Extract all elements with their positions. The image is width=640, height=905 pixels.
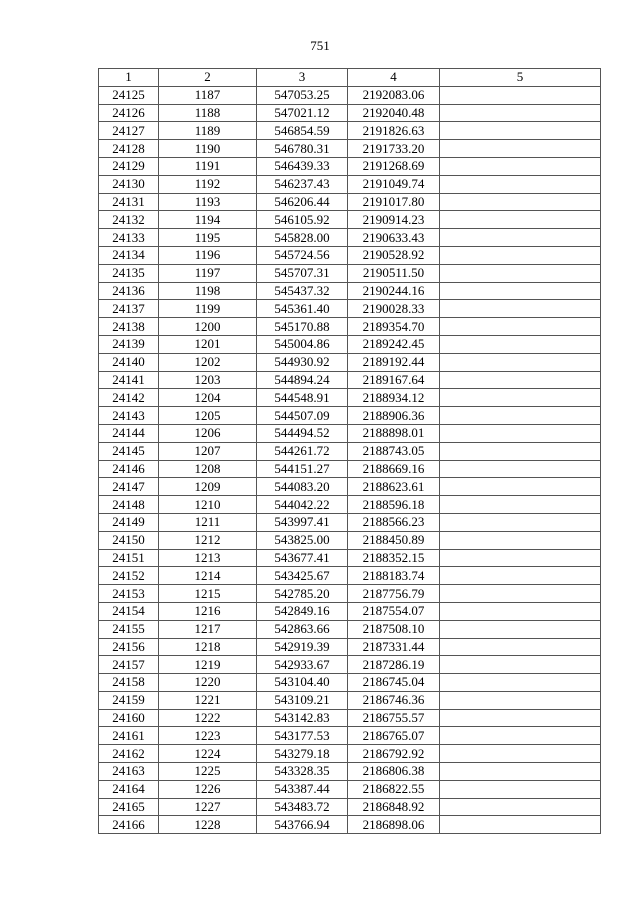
table-cell-col-5 xyxy=(440,798,601,816)
table-cell-col-1: 24164 xyxy=(99,780,159,798)
table-cell-col-4: 2188743.05 xyxy=(348,442,440,460)
table-cell-col-2: 1220 xyxy=(159,674,257,692)
table-cell-col-3: 544507.09 xyxy=(257,407,348,425)
table-row xyxy=(99,318,601,336)
table-cell-col-1: 24155 xyxy=(99,620,159,638)
table-cell-col-4: 2189167.64 xyxy=(348,371,440,389)
table-row xyxy=(99,496,601,514)
table-cell-col-2: 1224 xyxy=(159,745,257,763)
table-cell-col-3: 543104.40 xyxy=(257,674,348,692)
table-row xyxy=(99,549,601,567)
table-cell-col-2: 1202 xyxy=(159,353,257,371)
table-row xyxy=(99,513,601,531)
table-cell-col-1: 24146 xyxy=(99,460,159,478)
table-cell-col-4: 2186755.57 xyxy=(348,709,440,727)
table-cell-col-5 xyxy=(440,318,601,336)
table-row xyxy=(99,478,601,496)
table-row xyxy=(99,175,601,193)
table-header-row xyxy=(99,69,601,87)
table-row xyxy=(99,389,601,407)
table-cell-col-3: 546206.44 xyxy=(257,193,348,211)
table-cell-col-2: 1213 xyxy=(159,549,257,567)
table-cell-col-5 xyxy=(440,264,601,282)
table-cell-col-1: 24142 xyxy=(99,389,159,407)
table-row xyxy=(99,656,601,674)
table-cell-col-5 xyxy=(440,513,601,531)
table-row xyxy=(99,424,601,442)
table-row xyxy=(99,585,601,603)
table-cell-col-2: 1205 xyxy=(159,407,257,425)
table-cell-col-2: 1216 xyxy=(159,602,257,620)
table-cell-col-5 xyxy=(440,478,601,496)
table-cell-col-4: 2189192.44 xyxy=(348,353,440,371)
table-cell-col-1: 24160 xyxy=(99,709,159,727)
table-row xyxy=(99,780,601,798)
table-cell-col-3: 547021.12 xyxy=(257,104,348,122)
table-cell-col-1: 24125 xyxy=(99,86,159,104)
table-cell-col-3: 542919.39 xyxy=(257,638,348,656)
table-cell-col-4: 2187508.10 xyxy=(348,620,440,638)
column-header-2: 2 xyxy=(159,69,257,87)
table-row xyxy=(99,763,601,781)
table-cell-col-1: 24152 xyxy=(99,567,159,585)
table-cell-col-3: 545361.40 xyxy=(257,300,348,318)
table-row xyxy=(99,246,601,264)
table-cell-col-1: 24165 xyxy=(99,798,159,816)
column-header-4: 4 xyxy=(348,69,440,87)
table-cell-col-1: 24147 xyxy=(99,478,159,496)
table-cell-col-2: 1190 xyxy=(159,140,257,158)
table-row xyxy=(99,335,601,353)
table-cell-col-2: 1199 xyxy=(159,300,257,318)
table-cell-col-1: 24166 xyxy=(99,816,159,834)
table-cell-col-2: 1225 xyxy=(159,763,257,781)
table-row xyxy=(99,122,601,140)
table-body xyxy=(99,86,601,833)
table-cell-col-4: 2190511.50 xyxy=(348,264,440,282)
column-header-3: 3 xyxy=(257,69,348,87)
table-row xyxy=(99,407,601,425)
table-cell-col-3: 542933.67 xyxy=(257,656,348,674)
table-cell-col-1: 24128 xyxy=(99,140,159,158)
table-cell-col-4: 2191826.63 xyxy=(348,122,440,140)
table-cell-col-4: 2186745.04 xyxy=(348,674,440,692)
table-cell-col-2: 1209 xyxy=(159,478,257,496)
table-row xyxy=(99,567,601,585)
table-cell-col-2: 1221 xyxy=(159,691,257,709)
table-row xyxy=(99,602,601,620)
table-cell-col-5 xyxy=(440,122,601,140)
table-cell-col-5 xyxy=(440,745,601,763)
table-cell-col-2: 1228 xyxy=(159,816,257,834)
table-cell-col-3: 546237.43 xyxy=(257,175,348,193)
table-cell-col-2: 1217 xyxy=(159,620,257,638)
table-cell-col-3: 545724.56 xyxy=(257,246,348,264)
table-cell-col-4: 2186806.38 xyxy=(348,763,440,781)
table-cell-col-3: 547053.25 xyxy=(257,86,348,104)
table-cell-col-5 xyxy=(440,86,601,104)
table-cell-col-1: 24139 xyxy=(99,335,159,353)
table-cell-col-2: 1208 xyxy=(159,460,257,478)
table-cell-col-5 xyxy=(440,442,601,460)
table-cell-col-1: 24161 xyxy=(99,727,159,745)
table-cell-col-4: 2186792.92 xyxy=(348,745,440,763)
table-row xyxy=(99,300,601,318)
table-row xyxy=(99,442,601,460)
table-cell-col-3: 542785.20 xyxy=(257,585,348,603)
table-row xyxy=(99,620,601,638)
table-cell-col-1: 24130 xyxy=(99,175,159,193)
table-cell-col-4: 2192040.48 xyxy=(348,104,440,122)
table-cell-col-5 xyxy=(440,175,601,193)
table-cell-col-5 xyxy=(440,496,601,514)
table-row xyxy=(99,193,601,211)
table-cell-col-2: 1219 xyxy=(159,656,257,674)
table-row xyxy=(99,211,601,229)
table-cell-col-1: 24131 xyxy=(99,193,159,211)
table-cell-col-3: 546439.33 xyxy=(257,157,348,175)
table-cell-col-5 xyxy=(440,585,601,603)
table-cell-col-2: 1222 xyxy=(159,709,257,727)
table-cell-col-2: 1189 xyxy=(159,122,257,140)
table-row xyxy=(99,264,601,282)
table-row xyxy=(99,691,601,709)
table-cell-col-2: 1212 xyxy=(159,531,257,549)
table-cell-col-2: 1210 xyxy=(159,496,257,514)
table-cell-col-5 xyxy=(440,229,601,247)
table-cell-col-3: 543109.21 xyxy=(257,691,348,709)
table-cell-col-5 xyxy=(440,193,601,211)
table-cell-col-4: 2186898.06 xyxy=(348,816,440,834)
table-cell-col-4: 2191733.20 xyxy=(348,140,440,158)
table-cell-col-5 xyxy=(440,638,601,656)
table-cell-col-4: 2186765.07 xyxy=(348,727,440,745)
table-cell-col-5 xyxy=(440,424,601,442)
table-cell-col-2: 1194 xyxy=(159,211,257,229)
table-cell-col-3: 543279.18 xyxy=(257,745,348,763)
table-cell-col-2: 1223 xyxy=(159,727,257,745)
table-cell-col-1: 24145 xyxy=(99,442,159,460)
table-cell-col-5 xyxy=(440,531,601,549)
table-cell-col-2: 1187 xyxy=(159,86,257,104)
table-cell-col-4: 2188450.89 xyxy=(348,531,440,549)
table-cell-col-2: 1227 xyxy=(159,798,257,816)
table-cell-col-3: 545828.00 xyxy=(257,229,348,247)
table-cell-col-1: 24137 xyxy=(99,300,159,318)
table-cell-col-3: 545004.86 xyxy=(257,335,348,353)
table-cell-col-5 xyxy=(440,709,601,727)
table-cell-col-4: 2190528.92 xyxy=(348,246,440,264)
table-cell-col-4: 2191268.69 xyxy=(348,157,440,175)
table-cell-col-2: 1215 xyxy=(159,585,257,603)
table-cell-col-2: 1214 xyxy=(159,567,257,585)
table-cell-col-2: 1203 xyxy=(159,371,257,389)
column-header-1: 1 xyxy=(99,69,159,87)
table-cell-col-4: 2187756.79 xyxy=(348,585,440,603)
table-row xyxy=(99,638,601,656)
table-cell-col-3: 543483.72 xyxy=(257,798,348,816)
table-cell-col-1: 24151 xyxy=(99,549,159,567)
table-cell-col-2: 1192 xyxy=(159,175,257,193)
table-cell-col-1: 24141 xyxy=(99,371,159,389)
table-cell-col-1: 24158 xyxy=(99,674,159,692)
table-cell-col-5 xyxy=(440,300,601,318)
table-cell-col-1: 24148 xyxy=(99,496,159,514)
table-cell-col-4: 2186746.36 xyxy=(348,691,440,709)
table-cell-col-3: 544151.27 xyxy=(257,460,348,478)
table-cell-col-3: 545707.31 xyxy=(257,264,348,282)
table-row xyxy=(99,709,601,727)
table-cell-col-5 xyxy=(440,674,601,692)
table-cell-col-5 xyxy=(440,407,601,425)
table-row xyxy=(99,229,601,247)
table-cell-col-2: 1211 xyxy=(159,513,257,531)
table-row xyxy=(99,353,601,371)
table-row xyxy=(99,460,601,478)
table-cell-col-4: 2188669.16 xyxy=(348,460,440,478)
table-cell-col-5 xyxy=(440,104,601,122)
table-cell-col-4: 2188934.12 xyxy=(348,389,440,407)
table-row xyxy=(99,816,601,834)
table-cell-col-3: 543997.41 xyxy=(257,513,348,531)
table-cell-col-5 xyxy=(440,656,601,674)
table-cell-col-1: 24162 xyxy=(99,745,159,763)
table-cell-col-3: 546854.59 xyxy=(257,122,348,140)
table-cell-col-2: 1195 xyxy=(159,229,257,247)
table-cell-col-1: 24135 xyxy=(99,264,159,282)
table-cell-col-5 xyxy=(440,780,601,798)
table-cell-col-4: 2190633.43 xyxy=(348,229,440,247)
table-cell-col-5 xyxy=(440,567,601,585)
table-cell-col-1: 24126 xyxy=(99,104,159,122)
table-row xyxy=(99,745,601,763)
table-cell-col-4: 2188352.15 xyxy=(348,549,440,567)
table-cell-col-3: 546780.31 xyxy=(257,140,348,158)
table-cell-col-1: 24156 xyxy=(99,638,159,656)
table-cell-col-2: 1207 xyxy=(159,442,257,460)
table-cell-col-1: 24144 xyxy=(99,424,159,442)
table-cell-col-5 xyxy=(440,816,601,834)
page-number: 751 xyxy=(310,38,330,53)
table-cell-col-3: 543825.00 xyxy=(257,531,348,549)
table-cell-col-2: 1191 xyxy=(159,157,257,175)
table-cell-col-4: 2188183.74 xyxy=(348,567,440,585)
table-cell-col-5 xyxy=(440,549,601,567)
table-row xyxy=(99,371,601,389)
table-cell-col-1: 24127 xyxy=(99,122,159,140)
table-cell-col-1: 24150 xyxy=(99,531,159,549)
table-cell-col-5 xyxy=(440,140,601,158)
table-cell-col-4: 2192083.06 xyxy=(348,86,440,104)
table-cell-col-1: 24149 xyxy=(99,513,159,531)
table-cell-col-4: 2187331.44 xyxy=(348,638,440,656)
column-header-5: 5 xyxy=(440,69,601,87)
table-cell-col-5 xyxy=(440,157,601,175)
table-cell-col-3: 545437.32 xyxy=(257,282,348,300)
table-cell-col-4: 2188566.23 xyxy=(348,513,440,531)
table-cell-col-2: 1196 xyxy=(159,246,257,264)
table-cell-col-3: 543425.67 xyxy=(257,567,348,585)
table-row xyxy=(99,531,601,549)
table-cell-col-3: 543328.35 xyxy=(257,763,348,781)
table-cell-col-1: 24159 xyxy=(99,691,159,709)
table-cell-col-3: 544894.24 xyxy=(257,371,348,389)
table-cell-col-5 xyxy=(440,620,601,638)
table-cell-col-5 xyxy=(440,389,601,407)
table-cell-col-1: 24154 xyxy=(99,602,159,620)
table-cell-col-2: 1197 xyxy=(159,264,257,282)
table-cell-col-3: 543766.94 xyxy=(257,816,348,834)
table-cell-col-3: 544548.91 xyxy=(257,389,348,407)
table-row xyxy=(99,104,601,122)
table-cell-col-3: 546105.92 xyxy=(257,211,348,229)
table-cell-col-4: 2187554.07 xyxy=(348,602,440,620)
table-cell-col-3: 544494.52 xyxy=(257,424,348,442)
table-cell-col-5 xyxy=(440,211,601,229)
table-cell-col-1: 24143 xyxy=(99,407,159,425)
table-cell-col-5 xyxy=(440,353,601,371)
table-cell-col-3: 544083.20 xyxy=(257,478,348,496)
table-cell-col-2: 1206 xyxy=(159,424,257,442)
table-cell-col-3: 543142.83 xyxy=(257,709,348,727)
table-cell-col-1: 24132 xyxy=(99,211,159,229)
table-cell-col-5 xyxy=(440,460,601,478)
table-cell-col-1: 24133 xyxy=(99,229,159,247)
table-cell-col-5 xyxy=(440,763,601,781)
table-cell-col-2: 1201 xyxy=(159,335,257,353)
table-cell-col-5 xyxy=(440,691,601,709)
table-cell-col-4: 2188623.61 xyxy=(348,478,440,496)
table-row xyxy=(99,282,601,300)
table-cell-col-2: 1193 xyxy=(159,193,257,211)
table-cell-col-4: 2188898.01 xyxy=(348,424,440,442)
table-cell-col-4: 2188596.18 xyxy=(348,496,440,514)
table-cell-col-5 xyxy=(440,602,601,620)
table-cell-col-4: 2188906.36 xyxy=(348,407,440,425)
table-cell-col-3: 545170.88 xyxy=(257,318,348,336)
table-cell-col-2: 1200 xyxy=(159,318,257,336)
table-cell-col-1: 24140 xyxy=(99,353,159,371)
table-cell-col-4: 2186848.92 xyxy=(348,798,440,816)
table-row xyxy=(99,157,601,175)
table-cell-col-3: 544042.22 xyxy=(257,496,348,514)
table-cell-col-5 xyxy=(440,246,601,264)
table-row xyxy=(99,798,601,816)
table-cell-col-4: 2186822.55 xyxy=(348,780,440,798)
table-row xyxy=(99,727,601,745)
table-cell-col-4: 2189354.70 xyxy=(348,318,440,336)
table-cell-col-3: 544930.92 xyxy=(257,353,348,371)
table-cell-col-1: 24129 xyxy=(99,157,159,175)
table-cell-col-2: 1198 xyxy=(159,282,257,300)
table-cell-col-4: 2190244.16 xyxy=(348,282,440,300)
table-cell-col-1: 24134 xyxy=(99,246,159,264)
coordinates-table xyxy=(98,68,601,834)
table-cell-col-4: 2191049.74 xyxy=(348,175,440,193)
table-cell-col-1: 24136 xyxy=(99,282,159,300)
table-cell-col-2: 1188 xyxy=(159,104,257,122)
table-cell-col-5 xyxy=(440,282,601,300)
table-cell-col-1: 24138 xyxy=(99,318,159,336)
table-cell-col-2: 1204 xyxy=(159,389,257,407)
table-cell-col-4: 2190914.23 xyxy=(348,211,440,229)
table-cell-col-4: 2191017.80 xyxy=(348,193,440,211)
table-cell-col-4: 2189242.45 xyxy=(348,335,440,353)
table-row xyxy=(99,674,601,692)
table-cell-col-1: 24157 xyxy=(99,656,159,674)
table-cell-col-1: 24163 xyxy=(99,763,159,781)
table-cell-col-3: 542863.66 xyxy=(257,620,348,638)
table-cell-col-2: 1226 xyxy=(159,780,257,798)
table-cell-col-5 xyxy=(440,727,601,745)
table-cell-col-5 xyxy=(440,335,601,353)
table-cell-col-2: 1218 xyxy=(159,638,257,656)
table-cell-col-4: 2187286.19 xyxy=(348,656,440,674)
table-cell-col-3: 543387.44 xyxy=(257,780,348,798)
table-cell-col-3: 543177.53 xyxy=(257,727,348,745)
table-cell-col-1: 24153 xyxy=(99,585,159,603)
table-cell-col-3: 544261.72 xyxy=(257,442,348,460)
table-cell-col-4: 2190028.33 xyxy=(348,300,440,318)
table-cell-col-3: 542849.16 xyxy=(257,602,348,620)
table-row xyxy=(99,140,601,158)
table-cell-col-3: 543677.41 xyxy=(257,549,348,567)
table-cell-col-5 xyxy=(440,371,601,389)
table-row xyxy=(99,86,601,104)
